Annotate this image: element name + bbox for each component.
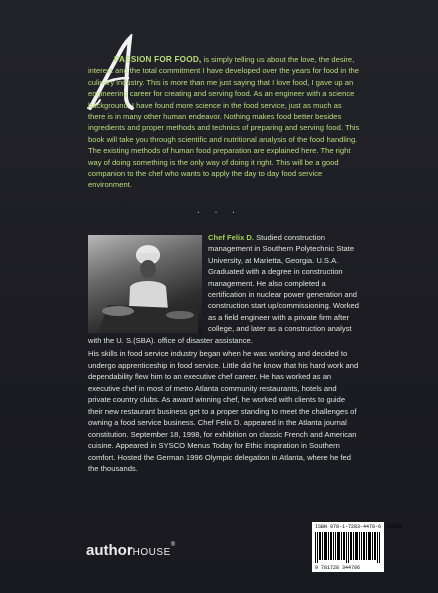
isbn-label: ISBN 978-1-7283-4470-6 53399 — [315, 524, 403, 530]
chef-name: Chef Felix D. — [208, 233, 254, 242]
registered-mark: ® — [170, 542, 176, 548]
section-separator: . . . — [197, 205, 241, 216]
bio-first-paragraph — [88, 232, 360, 346]
barcode-icon — [315, 532, 381, 563]
intro-lead: PASSION FOR FOOD, — [114, 55, 202, 64]
bio-second-paragraph: His skills in food service industry began when he was working and decided to undergo apprenticeship in food service. Little did he know that his hard work and dependability flew him to an executive chef career. He has worked as an executive chef in most of metro Atlanta community restaurants, hotels and private country clubs. As award winning chef, he worked with clients to guide their new restaurant business get to a proper standing to meet the challenges of owning a food service business. Chef Felix D. appeared in the Atlanta journal constitution. September 18, 1998, for exhibition on classic French and American cuisine. Appeared in SYSCO Menus Today for Ethic inspiration in Southern comfort. Hosted the German 1996 Olympic delegation in Atlanta, where he fed the thousands. — [88, 349, 359, 473]
isbn-barcode-box — [312, 522, 403, 572]
publisher-name-part2: HOUSE — [132, 547, 171, 558]
intro-text: is simply telling us about the love, the desire, interest and the total commitment I have developed over the years for food in the culinary industry. This is more than me just saying that I love food, I gave up an engineering career for creating and serving food. As an engineer with a science background, I have found more science in the food service, just as much as there is in many other human endeavor. Nothing makes food better besides ingredients and proper methods and technics of preparing and serving food. This book will take you through scientific and nutritional analysis of the food handling. The existing methods of human food preparation are explained here. The right way of doing something is the only way of doing it right. This will be a good companion to the chef who wants to apply the day to day food service environment. — [88, 55, 360, 190]
isbn-number: 9 781728 344706 — [315, 565, 361, 571]
publisher-name-part1: author — [86, 542, 133, 559]
intro-paragraph — [88, 54, 360, 191]
bio-text-1: Studied construction management in Southern Polytechnic State University, at Marietta, Georgia. U.S.A. Graduated with a degree in construction management. He also completed a certification in nuclear power generation and construction start up/commissioning. Worked as a field engineer with a private firm after college, and later as a construction analyst with the U. S.(SBA). office of disaster assistance. — [88, 233, 359, 345]
publisher-logo — [86, 542, 175, 560]
